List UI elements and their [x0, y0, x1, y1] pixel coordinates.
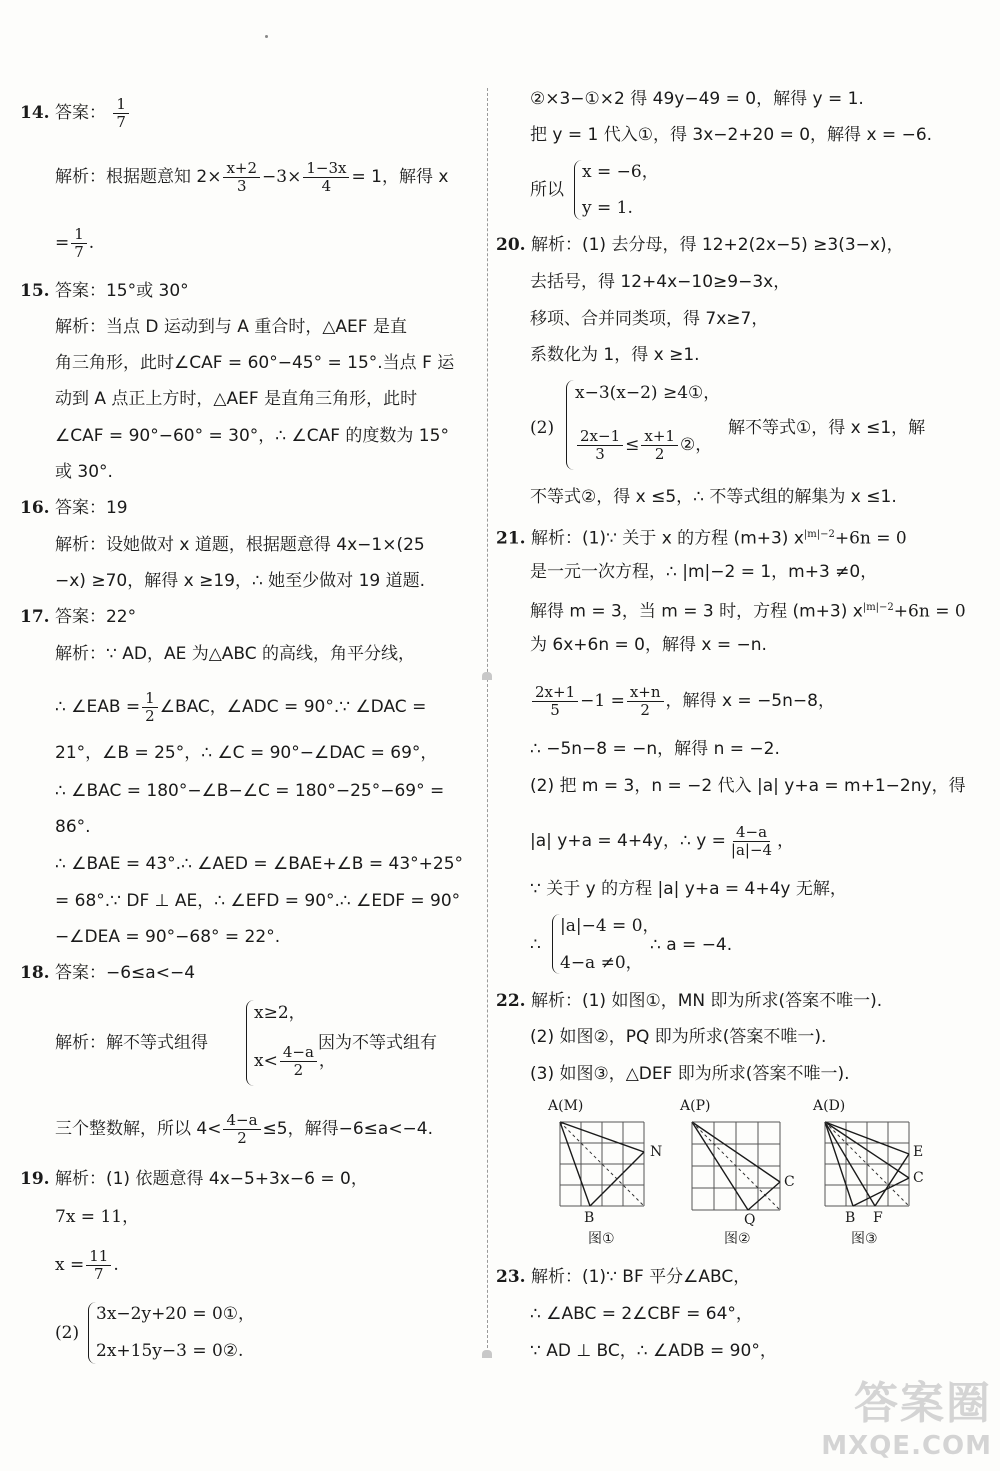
text-line: 解析：∵ AD，AE 为△ABC 的高线，角平分线， — [55, 644, 416, 664]
text-line: (2) 把 m = 3，n = −2 代入 |a| y+a = m+1−2ny，得 — [530, 776, 966, 796]
text-line: ∴ ∠EAB = $\frac{1}{2}$ ∠BAC，∠ADC = 90°.∵ ∠DAC = — [55, 689, 427, 725]
text-line: (3) 如图③，△DEF 即为所求(答案不唯一). — [530, 1064, 850, 1084]
text-line: (2) — [530, 418, 555, 438]
q22-line: 22. 解析：(1) 如图①，MN 即为所求(答案不唯一). — [496, 991, 883, 1011]
point-label: E — [913, 1144, 924, 1160]
figure-caption: 图② — [724, 1231, 751, 1247]
text-line: 或 30°. — [55, 462, 113, 482]
text-line: 不等式②，得 x ≤5，∴ 不等式组的解集为 x ≤1. — [530, 487, 897, 507]
text-line: 为 6x+6n = 0，解得 x = −n. — [530, 635, 767, 655]
text-line: ∵ 关于 y 的方程 |a| y+a = 4+4y 无解， — [530, 879, 847, 899]
system-line: 3x−2y+20 = 0①， — [96, 1304, 256, 1324]
system-line: x−3(x−2) ≥4①， — [575, 383, 721, 403]
point-label: C — [784, 1174, 795, 1190]
system-line: 2x+15y−3 = 0②. — [96, 1341, 244, 1361]
figure-caption: 图③ — [851, 1231, 878, 1247]
text-line: 解得 m = 3，当 m = 3 时，方程 (m+3) $x^{|m|-2}+6n = 0$ — [530, 601, 966, 622]
text-line: ∠CAF = 90°−60° = 30°，∴ ∠CAF 的度数为 15° — [55, 426, 449, 446]
text-line: 动到 A 点正上方时，△AEF 是直角三角形，此时 — [55, 389, 418, 409]
figure-caption: 图① — [588, 1231, 615, 1247]
point-label: Q — [744, 1212, 756, 1228]
point-label: B — [584, 1210, 595, 1226]
text-line: −∠DEA = 90°−68° = 22°. — [55, 927, 281, 947]
scan-dot — [265, 35, 268, 38]
figure-3 — [805, 1098, 940, 1248]
text-line: ∴ ∠BAC = 180°−∠B−∠C = 180°−25°−69° = — [55, 781, 445, 801]
q19-line: 19. 解析：(1) 依题意得 4x−5+3x−6 = 0， — [20, 1169, 368, 1189]
q14-answer-line — [20, 96, 131, 131]
q18-answer-line: 18. 答案：−6≤a<−4 — [20, 963, 196, 983]
q14-result-line: = $\frac{1}{7}$ . — [55, 225, 95, 261]
text-line: 系数化为 1，得 x ≥1. — [530, 345, 700, 365]
system-brace — [574, 160, 582, 220]
point-label: N — [650, 1144, 663, 1160]
text-line: 是一元一次方程，∴ |m|−2 = 1，m+3 ≠0， — [530, 562, 878, 582]
point-label: A(M) — [548, 1098, 584, 1114]
text-line: ∴ — [530, 935, 541, 955]
point-label: B — [845, 1210, 856, 1226]
text-line: −x) ≥70，解得 x ≥19，∴ 她至少做对 19 道题. — [55, 571, 426, 591]
q14-analysis-line: 解析：根据题意知 2× $\frac{x+2}{3}$ −3× $\frac{1-3x}{4}$ = 1，解得 x — [55, 159, 449, 195]
q23-line: 23. 解析：(1)∵ BF 平分∠ABC， — [496, 1267, 751, 1287]
figure-1 — [540, 1098, 680, 1248]
watermark-logo: 答案圈 — [854, 1378, 992, 1429]
text-line: ∴ ∠ABC = 2∠CBF = 64°， — [530, 1304, 753, 1324]
system-line: |a|−4 = 0， — [560, 916, 660, 936]
text-line: ∴ −5n−8 = −n，解得 n = −2. — [530, 739, 780, 759]
text-line: 21°，∠B = 25°，∴ ∠C = 90°−∠DAC = 69°， — [55, 743, 438, 763]
q21-line: 21. 解析：(1)∵ 关于 x 的方程 (m+3) $x^{|m|-2}+6n = 0$ — [496, 528, 907, 549]
text-line: |a| y+a = 4+4y，∴ y = $\frac{4-a}{|a|-4}$ ， — [530, 823, 795, 859]
text-line: ∴ ∠BAE = 43°.∴ ∠AED = ∠BAE+∠B = 43°+25° — [55, 854, 464, 874]
answer-label: 答案： — [54, 103, 106, 123]
text-line: 解不等式①，得 x ≤1，解 — [728, 418, 926, 438]
system-line: y = 1. — [582, 198, 633, 218]
system-line: x< $\frac{4-a}{2}$ ， — [254, 1043, 336, 1079]
text-line: 去括号，得 12+4x−10≥9−3x， — [530, 272, 791, 292]
grid-diagram — [540, 1098, 680, 1248]
text-line: 7x = 11， — [55, 1207, 140, 1227]
question-number: 14. — [20, 103, 50, 123]
system-line: x = −6， — [582, 162, 659, 182]
text-line: x = $\frac{11}{7}$ . — [55, 1247, 119, 1283]
text-line: (2) 如图②，PQ 即为所求(答案不唯一). — [530, 1027, 827, 1047]
system-line: 4−a ≠0， — [560, 953, 643, 973]
q20-line: 20. 解析：(1) 去分母，得 12+2(2x−5) ≥3(3−x)， — [496, 235, 904, 255]
system-line: x≥2， — [254, 1003, 306, 1023]
text-line: 因为不等式组有 — [318, 1033, 437, 1053]
column-divider — [487, 88, 488, 1358]
text-line: = 68°.∵ DF ⊥ AE，∴ ∠EFD = 90°.∴ ∠EDF = 90° — [55, 891, 461, 911]
text-line: 三个整数解，所以 4< $\frac{4-a}{2}$ ≤5，解得−6≤a<−4. — [55, 1111, 434, 1147]
text-line: ∴ a = −4. — [650, 935, 733, 955]
text-line: 解析：解不等式组得 — [55, 1033, 208, 1053]
text-line: 解析：当点 D 运动到与 A 重合时，△AEF 是直 — [55, 317, 407, 337]
system-brace — [566, 380, 575, 470]
text-line: (2) — [55, 1323, 80, 1343]
divider-marker — [482, 672, 492, 680]
fraction: $\frac{1}{7}$ — [113, 96, 129, 131]
text-line: 解析：设她做对 x 道题，根据题意得 4x−1×(25 — [55, 535, 425, 555]
q16-answer-line: 16. 答案：19 — [20, 498, 128, 518]
watermark-url: MXQE.COM — [821, 1431, 992, 1461]
text-line: 把 y = 1 代入①，得 3x−2+20 = 0，解得 x = −6. — [530, 125, 933, 145]
text-line: 移项、合并同类项，得 7x≥7， — [530, 309, 769, 329]
system-line: $\frac{2x-1}{3}$ ≤ $\frac{x+1}{2}$ ②， — [575, 428, 712, 463]
q15-answer-line: 15. 答案：15°或 30° — [20, 281, 189, 301]
point-label: C — [913, 1170, 924, 1186]
text-line: 角三角形，此时∠CAF = 60°−45° = 15°.当点 F 运 — [55, 353, 455, 373]
point-label: F — [873, 1210, 883, 1226]
grid-diagram — [672, 1098, 812, 1248]
point-label: A(P) — [680, 1098, 711, 1114]
text-line: 86°. — [55, 817, 91, 837]
q17-answer-line: 17. 答案：22° — [20, 607, 137, 627]
text-line: $\frac{2x+1}{5}$ −1 = $\frac{x+n}{2}$ ，解得 x = −5n−8， — [530, 684, 835, 719]
divider-marker — [482, 1350, 492, 1358]
figure-2 — [672, 1098, 812, 1248]
text-line: ②×3−①×2 得 49y−49 = 0，解得 y = 1. — [530, 89, 864, 109]
watermark — [821, 1367, 992, 1461]
text-line: 所以 — [530, 180, 564, 200]
point-label: A(D) — [813, 1098, 846, 1114]
text-line: ∵ AD ⊥ BC，∴ ∠ADB = 90°， — [530, 1341, 777, 1361]
system-brace — [88, 1302, 96, 1364]
system-brace — [552, 914, 560, 974]
